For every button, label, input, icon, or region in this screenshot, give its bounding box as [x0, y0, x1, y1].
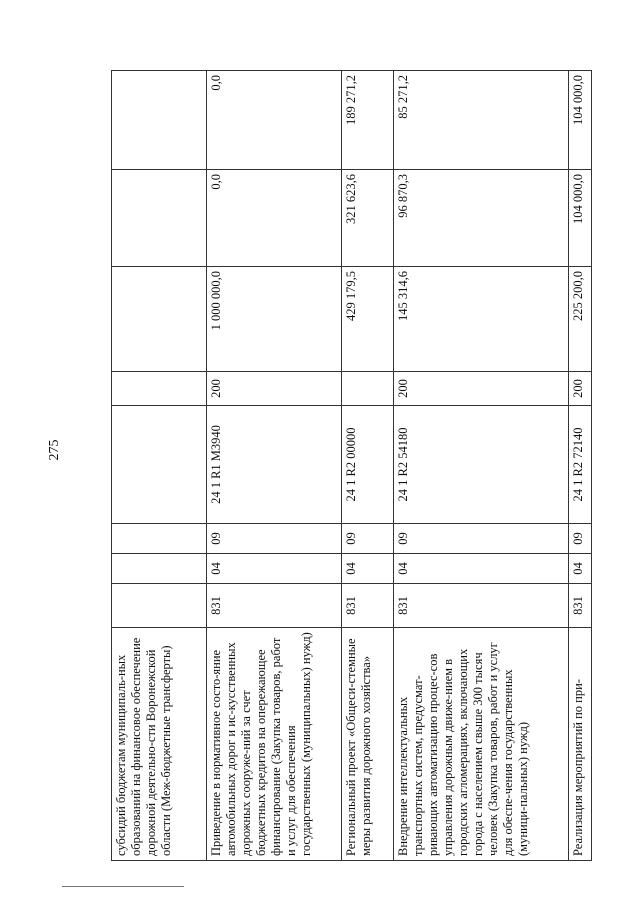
subsection-cell — [112, 524, 207, 554]
budget-table — [111, 70, 592, 861]
grbs-cell: 831 — [342, 584, 394, 628]
target-article-cell: 24 1 R2 54180 — [394, 406, 569, 524]
amount-cell: 429 179,5 — [342, 267, 394, 372]
grbs-cell: 831 — [207, 584, 342, 628]
expense-type-cell: 200 — [207, 372, 342, 406]
expense-type-cell: 200 — [394, 372, 569, 406]
row-name: Приведение в нормативное состо-яние автомобильных дорог и ис-кусственных дорожных сооруже-ний за счет бюджетных кредитов на опережающее финансирование (Закупка товаров, работ и услуг для обеспечения государственных (муниципальных) нужд) — [207, 628, 342, 861]
amount-cell: 104 000,0 — [569, 71, 592, 170]
amount-cell — [112, 267, 207, 372]
section-cell — [112, 554, 207, 584]
table-row — [569, 71, 592, 861]
grbs-cell: 831 — [569, 584, 592, 628]
table-row — [394, 71, 569, 861]
table-row — [112, 71, 207, 861]
amount-cell — [112, 71, 207, 170]
amount-cell: 225 200,0 — [569, 267, 592, 372]
subsection-cell: 09 — [394, 524, 569, 554]
footnote-separator — [62, 886, 184, 887]
subsection-cell: 09 — [569, 524, 592, 554]
section-cell: 04 — [569, 554, 592, 584]
amount-cell: 104 000,0 — [569, 170, 592, 267]
subsection-cell: 09 — [207, 524, 342, 554]
grbs-cell: 831 — [394, 584, 569, 628]
section-cell: 04 — [342, 554, 394, 584]
row-name: Реализация мероприятий по при- — [569, 628, 592, 861]
section-cell: 04 — [394, 554, 569, 584]
amount-cell: 0,0 — [207, 170, 342, 267]
target-article-cell: 24 1 R2 72140 — [569, 406, 592, 524]
expense-type-cell — [112, 372, 207, 406]
budget-table-frame — [111, 75, 591, 861]
grbs-cell — [112, 584, 207, 628]
amount-cell: 96 870,3 — [394, 170, 569, 267]
target-article-cell: 24 1 R1 M3940 — [207, 406, 342, 524]
table-row — [207, 71, 342, 861]
amount-cell — [112, 170, 207, 267]
amount-cell: 1 000 000,0 — [207, 267, 342, 372]
expense-type-cell: 200 — [569, 372, 592, 406]
section-cell: 04 — [207, 554, 342, 584]
target-article-cell — [112, 406, 207, 524]
page-number: 275 — [47, 439, 62, 461]
row-name: Региональный проект «Общеси-стемные меры развития дорожного хозяйства» — [342, 628, 394, 861]
amount-cell: 189 271,2 — [342, 71, 394, 170]
row-name: субсидий бюджетам муниципаль-ных образований на финансовое обеспечение дорожной деятельно-сти Воронежской области (Меж-бюджетные трансферты) — [112, 628, 207, 861]
row-name: Внедрение интеллектуальных транспортных систем, предусмат-ривающих автоматизацию процес-сов управления дорожным движе-нием в городских агломерациях, включающих города с населением свыше 300 тысяч человек (Закупка товаров, работ и услуг для обеспе-чения государственных (муници-пальных) нужд) — [394, 628, 569, 861]
target-article-cell: 24 1 R2 00000 — [342, 406, 394, 524]
amount-cell: 321 623,6 — [342, 170, 394, 267]
subsection-cell: 09 — [342, 524, 394, 554]
amount-cell: 145 314,6 — [394, 267, 569, 372]
table-row — [342, 71, 394, 861]
amount-cell: 85 271,2 — [394, 71, 569, 170]
amount-cell: 0,0 — [207, 71, 342, 170]
expense-type-cell — [342, 372, 394, 406]
